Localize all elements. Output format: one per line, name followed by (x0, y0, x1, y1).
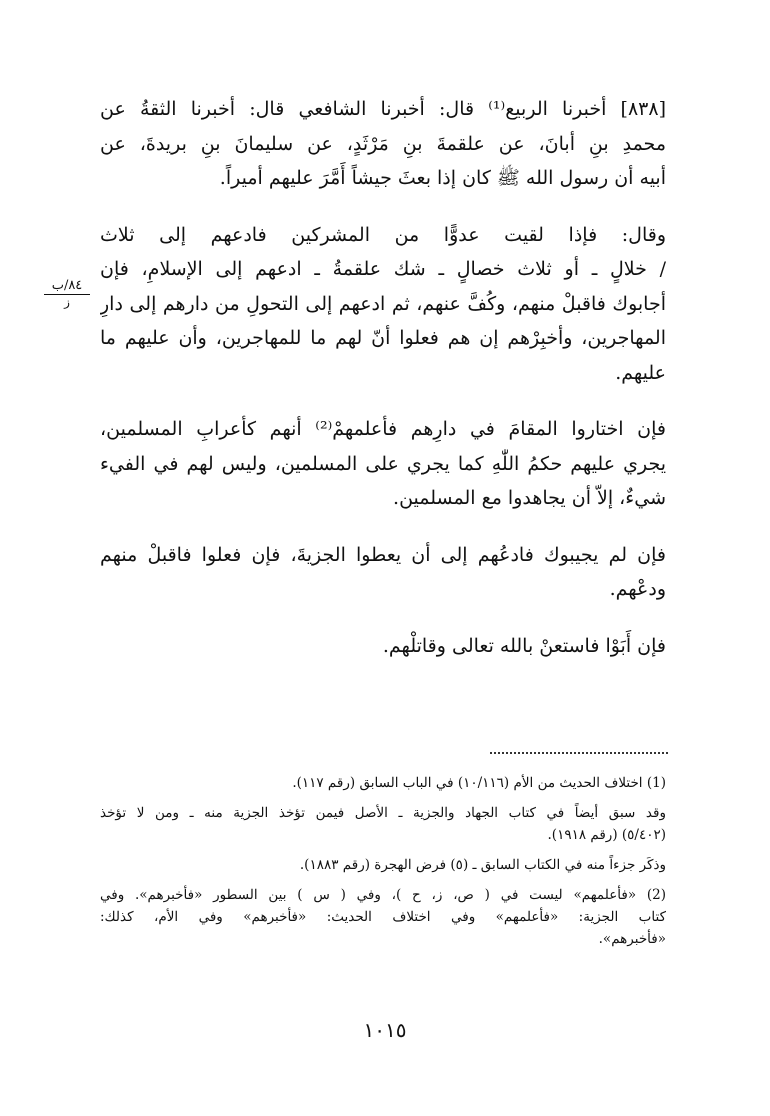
footnote (100, 884, 666, 950)
footnote-line: (٥/٤٠٢) (رقم ١٩١٨). (547, 827, 666, 843)
footnote-line: وقد سبق أيضاً في كتاب الجهاد والجزية ـ الأصل فيمن تؤخذ الجزية منه ـ ومن لا تؤخذ (100, 805, 666, 821)
text-line: المهاجرين، وأخبِرْهم إن هم فعلوا أنّ لهم ما للمهاجرين، وأن عليهم ما (100, 327, 666, 349)
page-number: ١٠١٥ (363, 1018, 407, 1042)
folio-number: ٨٤/ب (44, 278, 90, 295)
paragraph (100, 538, 666, 607)
footnote-line: (2) «فأعلمهم» ليست في ( ص، ز، ح )، وفي ( س ) بين السطور «فأخبرهم». وفي (100, 887, 666, 903)
paragraph (100, 218, 666, 391)
text-line: / خلالٍ ـ أو ثلاث خصالٍ ـ شك علقمةُ ـ ادعهم إلى الإسلامِ، فإن (100, 258, 666, 280)
footnote-line: وذكَر جزءاً منه في الكتاب السابق ـ (٥) فرض الهجرة (رقم ١٨٨٣). (299, 857, 666, 873)
text-line: أجابوك فاقبلْ منهم، وكُفَّ عنهم، ثم ادعهم إلى التحولِ من دارهم إلى دارِ (100, 292, 666, 315)
text-line: فإن لم يجيبوك فادعُهم إلى أن يعطوا الجزيةَ، فإن فعلوا فاقبلْ منهم (100, 543, 666, 566)
main-text (100, 92, 666, 685)
text-line: فإن اختاروا المقامَ في دارِهم فأعلمهمْ⁽²⁾ أنهم كأعرابِ المسلمين، (100, 418, 666, 440)
text-line: يجري عليهم حكمُ اللّٰهِ كما يجري على المسلمين، وليس لهم في الفيء (100, 452, 666, 475)
text-line: عليهم. (615, 361, 666, 384)
text-line: شيءٌ، إلاّ أن يجاهدوا مع المسلمين. (393, 487, 666, 509)
text-line: أبيه أن رسول الله ﷺ كان إذا بعثَ جيشاً أَمَّرَ عليهم أميراً. (219, 167, 666, 189)
footnote (100, 772, 666, 794)
manuscript-siglum: ز (64, 295, 70, 309)
paragraph (100, 412, 666, 516)
text-line: محمدِ بنِ أبانَ، عن علقمةَ بنِ مَرْثَدٍ، عن سليمانَ بنِ بريدةَ، عن (100, 132, 666, 155)
footnotes (100, 772, 666, 958)
footnote (100, 854, 666, 876)
footnote-line: (1) اختلاف الحديث من الأم (١٠/١١٦) في الباب السابق (رقم ١١٧). (292, 775, 666, 791)
footnote-divider (490, 752, 668, 756)
footnote-line: «فأخبرهم». (598, 931, 666, 947)
text-line: وقال: فإذا لقيت عدوًّا من المشركين فادعهم إلى ثلاث (100, 223, 666, 246)
footnote-line: كتاب الجزية: «فأعلمهم» وفي اختلاف الحديث: «فأخبرهم» وفي الأم، كذلك: (100, 909, 666, 925)
paragraph (100, 629, 666, 664)
footnote (100, 802, 666, 846)
text-line: فإن أَبَوْا فاستعنْ بالله تعالى وقاتلْهم. (382, 634, 666, 657)
text-line: ودعْهم. (609, 578, 666, 600)
manuscript-folio-note (44, 278, 90, 310)
paragraph (100, 92, 666, 196)
text-line: [٨٣٨] أخبرنا الربيع⁽¹⁾ قال: أخبرنا الشافعي قال: أخبرنا الثقةُ عن (100, 98, 666, 120)
